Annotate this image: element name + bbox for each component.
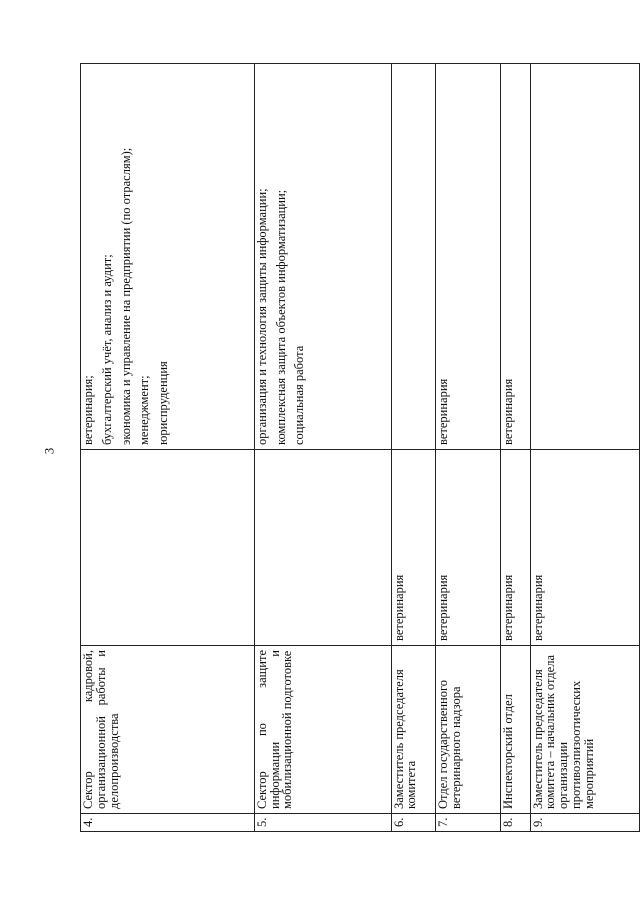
row-number: 6. [391,814,436,832]
unit-name-cell: Сектор по защите информации и мобилизационной подготовке [254,646,391,814]
table-row [530,64,639,832]
unit-name-cell: Сектор кадровой, организационной работы и делопроизводства [81,646,255,814]
specialty-item: юриспруденция [156,361,170,445]
row-number: 4. [81,814,255,832]
specialties-cell-b [254,64,391,450]
specialty-item: ветеринария; [81,375,95,445]
table-row [254,64,391,832]
specialty-item: социальная работа [292,345,307,445]
specialty-item: ветеринария [500,574,515,641]
specialty-item: менеджмент; [137,375,152,445]
row-number: 9. [530,814,639,832]
specialties-cell-a [500,450,530,646]
table-row [500,64,530,832]
specialty-item: экономика и управление на предприятии (по отраслям); [118,147,133,445]
row-number: 7. [436,814,501,832]
specialties-cell-a [436,450,501,646]
page-number: 3 [41,447,57,455]
specialties-cell-a [391,450,436,646]
specialty-item: ветеринария [500,378,515,445]
unit-name-cell: Заместитель председателя комитета – начальник отдела организации противоэпизоотических мероприятий [530,646,639,814]
specialty-item: ветеринария [436,574,451,641]
specialty-item: организация и технология защиты информации; [254,188,269,445]
rotated-table-container [80,64,640,832]
table-row [391,64,436,832]
unit-name-cell: Инспекторский отдел [500,646,530,814]
unit-name-cell: Заместитель председателя комитета [391,646,436,814]
specialties-cell-b [500,64,530,450]
specialties-cell-a [81,450,255,646]
specialties-cell-b [530,64,639,450]
specialties-cell-a [254,450,391,646]
specialty-item: бухгалтерский учёт, анализ и аудит; [99,254,114,445]
specialty-item: ветеринария [436,378,451,445]
specialty-item: ветеринария [391,574,406,641]
specialties-cell-a [530,450,639,646]
row-number: 8. [500,814,530,832]
specialty-item: ветеринария [530,574,545,641]
specialties-cell-b [436,64,501,450]
specialties-cell-b [81,64,255,450]
specialties-table [80,63,640,832]
table-row [436,64,501,832]
unit-name-cell: Отдел государственного ветеринарного надзора [436,646,501,814]
table-row [81,64,255,832]
specialty-item: комплексная защита объектов информатизации; [273,189,288,445]
row-number: 5. [254,814,391,832]
specialties-cell-b [391,64,436,450]
